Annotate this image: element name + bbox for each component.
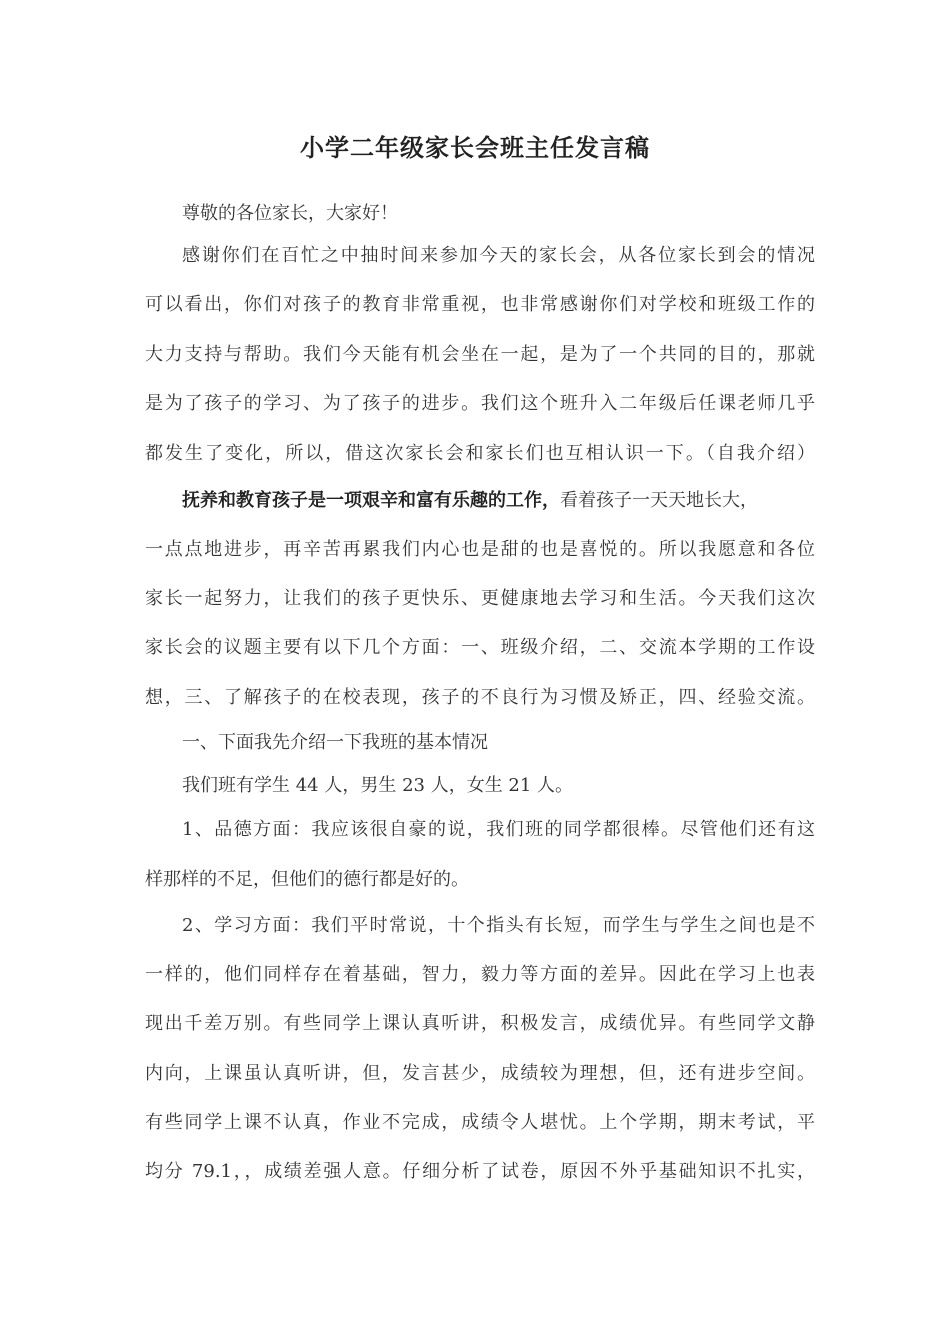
paragraph-line: 是为了孩子的学习、为了孩子的进步。我们这个班升入二年级后任课老师几乎: [145, 393, 815, 414]
paragraph-line: 都发生了变化，所以，借这次家长会和家长们也互相认识一下。（自我介绍）: [145, 443, 815, 464]
bold-phrase: 抚养和教育孩子是一项艰辛和富有乐趣的工作，: [182, 490, 560, 511]
paragraph-line: 有些同学上课不认真，作业不完成，成绩令人堪忧。上个学期，期末考试，平: [145, 1112, 815, 1133]
paragraph-line: 我们班有学生 44 人，男生 23 人，女生 21 人。: [182, 775, 574, 796]
paragraph-line: 想，三、了解孩子的在校表现，孩子的不良行为习惯及矫正，四、经验交流。: [145, 687, 815, 708]
section-heading: 一、下面我先介绍一下我班的基本情况: [182, 732, 488, 753]
paragraph-line: 均分 79.1，，成绩差强人意。仔细分析了试卷，原因不外乎基础知识不扎实，: [145, 1161, 815, 1182]
paragraph-line: 1、品德方面：我应该很自豪的说，我们班的同学都很棒。尽管他们还有这: [182, 819, 815, 840]
paragraph-line: 一点点地进步，再辛苦再累我们内心也是甜的也是喜悦的。所以我愿意和各位: [145, 539, 815, 560]
document-title: 小学二年级家长会班主任发言稿: [300, 133, 650, 162]
paragraph-line: 2、学习方面：我们平时常说，十个指头有长短，而学生与学生之间也是不: [182, 915, 815, 936]
paragraph-line: 家长会的议题主要有以下几个方面：一、班级介绍，二、交流本学期的工作设: [145, 637, 815, 658]
paragraph-line: 大力支持与帮助。我们今天能有机会坐在一起，是为了一个共同的目的，那就: [145, 344, 815, 365]
paragraph-line: 样那样的不足，但他们的德行都是好的。: [145, 869, 469, 890]
paragraph-line: 可以看出，你们对孩子的教育非常重视，也非常感谢你们对学校和班级工作的: [145, 294, 815, 315]
line-remainder: 看着孩子一天天地长大，: [560, 490, 758, 511]
paragraph-line: 一样的，他们同样存在着基础，智力，毅力等方面的差异。因此在学习上也表: [145, 964, 815, 985]
paragraph-line: 家长一起努力，让我们的孩子更快乐、更健康地去学习和生活。今天我们这次: [145, 588, 815, 609]
paragraph-line: 内向，上课虽认真听讲，但，发言甚少，成绩较为理想，但，还有进步空间。: [145, 1063, 815, 1084]
greeting-line: 尊敬的各位家长，大家好！: [182, 203, 398, 224]
paragraph-line: 现出千差万别。有些同学上课认真听讲，积极发言，成绩优异。有些同学文静: [145, 1013, 815, 1034]
paragraph-line: 感谢你们在百忙之中抽时间来参加今天的家长会，从各位家长到会的情况: [182, 245, 815, 266]
paragraph-line-mixed: [145, 489, 815, 513]
